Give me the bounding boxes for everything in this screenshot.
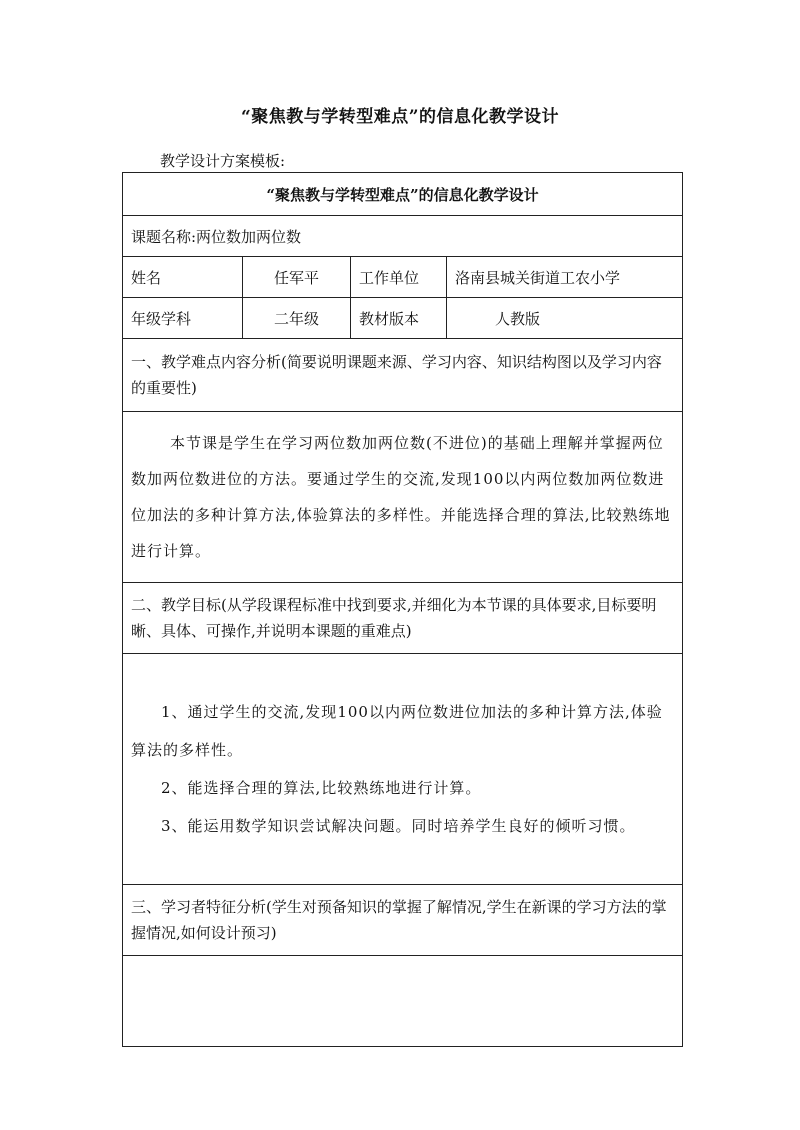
table-header: “聚焦教与学转型难点”的信息化教学设计: [123, 173, 683, 216]
name-value: 任军平: [243, 257, 351, 298]
section1-body: [123, 412, 683, 583]
section3-body: [123, 956, 683, 1047]
grade-value: 二年级: [243, 298, 351, 339]
goal-2: 2、能选择合理的算法,比较熟练地进行计算。: [161, 779, 482, 797]
edition-value: 人教版: [447, 298, 683, 339]
section2-body: [123, 654, 683, 885]
edition-label: 教材版本: [351, 298, 447, 339]
lesson-design-table: [122, 172, 683, 1047]
goal-3: 3、能运用数学知识尝试解决问题。同时培养学生良好的倾听习惯。: [161, 817, 636, 835]
lesson-name: 课题名称:两位数加两位数: [123, 216, 683, 257]
section3-title: 三、学习者特征分析(学生对预备知识的掌握了解情况,学生在新课的学习方法的掌握情况,如何设计预习): [123, 885, 683, 956]
goal-1: 1、通过学生的交流,发现100以内两位数进位加法的多种计算方法,体验算法的多样性。: [131, 703, 663, 759]
unit-label: 工作单位: [351, 257, 447, 298]
name-label: 姓名: [123, 257, 243, 298]
template-subtitle: 教学设计方案模板:: [160, 152, 286, 170]
section2-title: 二、教学目标(从学段课程标准中找到要求,并细化为本节课的具体要求,目标要明晰、具体、可操作,并说明本课题的重难点): [123, 583, 683, 654]
section1-text: 本节课是学生在学习两位数加两位数(不进位)的基础上理解并掌握两位数加两位数进位的方法。要通过学生的交流,发现100以内两位数加两位数进位加法的多种计算方法,体验算法的多样性。并能选择合理的算法,比较熟练地进行计算。: [131, 434, 671, 560]
section1-title: 一、教学难点内容分析(简要说明课题来源、学习内容、知识结构图以及学习内容的重要性): [123, 339, 683, 412]
grade-label: 年级学科: [123, 298, 243, 339]
document-title: “聚焦教与学转型难点”的信息化教学设计: [240, 107, 560, 127]
unit-value: 洛南县城关街道工农小学: [447, 257, 683, 298]
